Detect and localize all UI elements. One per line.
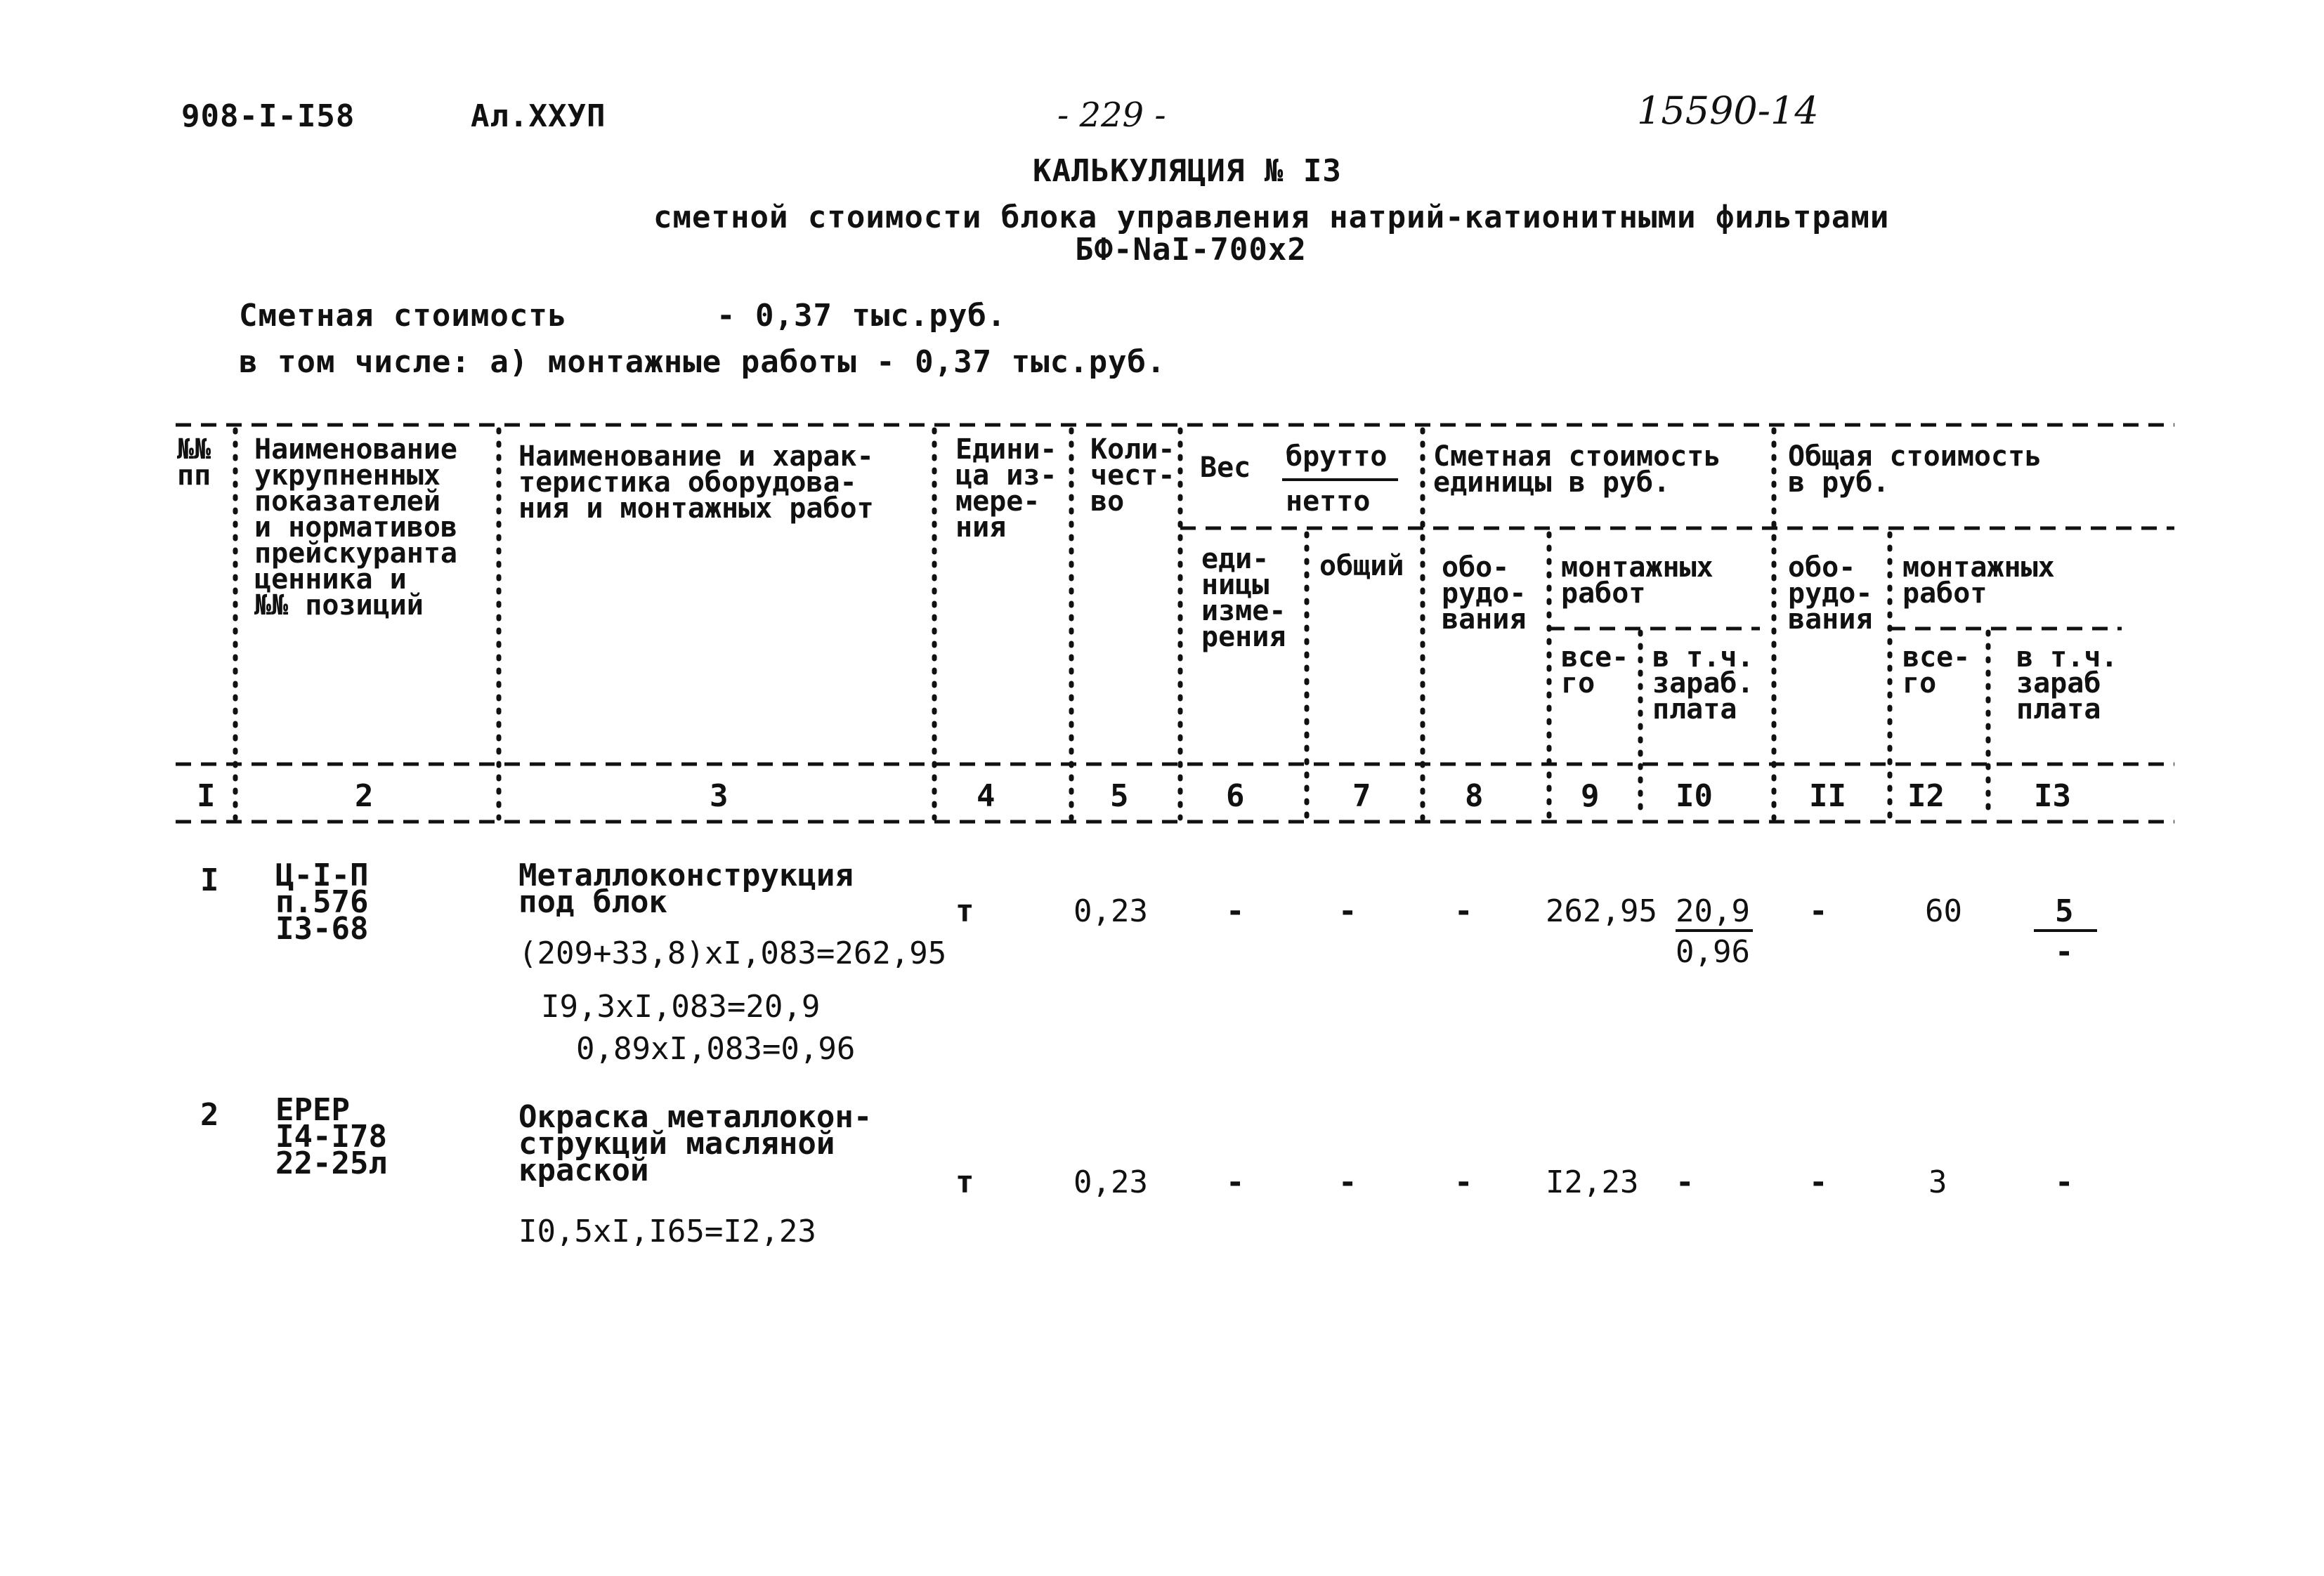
calculation-model: БФ-NaI-700x2 — [1075, 232, 1307, 268]
row-norm-code: Ц-I-П п.576 I3-68 — [275, 858, 369, 947]
row-weight-total: - — [1338, 893, 1357, 929]
header-unit-mount-wage: в т.ч. зараб. плата — [1652, 641, 1754, 725]
column-number: 7 — [1352, 778, 1371, 814]
column-number: I3 — [2034, 778, 2071, 814]
header-unit-mounting: монтажных работ — [1561, 551, 1713, 610]
header-total-mounting: монтажных работ — [1902, 551, 2055, 610]
document-code: 908-I-I58 — [181, 98, 355, 134]
column-number: 3 — [710, 778, 729, 814]
column-number: 2 — [355, 778, 374, 814]
row-calculation: I9,3xI,083=20,9 — [541, 989, 821, 1025]
row-calculation: (209+33,8)xI,083=262,95 — [518, 935, 947, 971]
row-total-equipment: - — [1809, 1164, 1828, 1200]
row-total-mounting: 3 — [1928, 1164, 1947, 1200]
calculation-subtitle: сметной стоимости блока управления натрий-катионитными фильтрами — [653, 199, 1890, 235]
column-number: II — [1809, 778, 1846, 814]
header-norm-codes: Наименование укрупненных показателей и нормативов прейскуранта ценника и №№ позиций — [254, 433, 457, 622]
row-total-wage: 5 — [2055, 893, 2074, 929]
header-weight-netto: нетто — [1286, 485, 1371, 518]
column-number: I0 — [1676, 778, 1713, 814]
row-number: 2 — [200, 1097, 219, 1133]
header-weight: Вес — [1200, 452, 1251, 484]
row-unit: т — [955, 893, 974, 929]
row-number: I — [200, 862, 219, 898]
column-number: I2 — [1907, 778, 1945, 814]
row-unit-mounting: 262,95 — [1546, 893, 1657, 929]
column-number: I — [197, 778, 216, 814]
column-number: 9 — [1581, 778, 1600, 814]
row-unit-equipment: - — [1454, 893, 1473, 929]
row-weight-total: - — [1338, 1164, 1357, 1200]
row-unit-wage: - — [1676, 1164, 1695, 1200]
header-total-mount-sum: все- го — [1902, 641, 1971, 700]
row-calculation: 0,89xI,083=0,96 — [576, 1031, 856, 1067]
row-weight-unit: - — [1226, 893, 1245, 929]
header-unit-mount-total: все- го — [1561, 641, 1629, 700]
row-work-name: Окраска металлокон- струкций масляной краской — [518, 1099, 873, 1188]
row-unit-wage-sub: 0,96 — [1676, 934, 1750, 970]
header-total-equipment: обо- рудо- вания — [1788, 551, 1873, 636]
header-work-name: Наименование и харак- теристика оборудова- ния и монтажных работ — [518, 440, 874, 525]
row-total-equipment: - — [1809, 893, 1828, 929]
row-quantity: 0,23 — [1073, 1164, 1148, 1200]
row-total-mounting: 60 — [1925, 893, 1962, 929]
row-norm-code: ЕРЕР I4-I78 22-25л — [275, 1092, 387, 1181]
header-row-number: №№ пп — [177, 433, 211, 492]
cost-label: Сметная стоимость — [239, 298, 568, 334]
row-total-wage-sub: - — [2055, 934, 2074, 970]
header-total-cost: Общая стоимость в руб. — [1788, 440, 2042, 499]
cost-breakdown: в том числе: а) монтажные работы - 0,37 тыс.руб. — [239, 344, 1166, 380]
album-number: Ал.XXУП — [471, 98, 606, 134]
column-number: 6 — [1226, 778, 1245, 814]
row-calculation: I0,5xI,I65=I2,23 — [518, 1214, 816, 1249]
header-weight-brutto: брутто — [1286, 440, 1388, 473]
column-number: 4 — [977, 778, 995, 814]
page-number: - 229 - — [1057, 96, 1166, 135]
row-total-wage: - — [2055, 1164, 2074, 1200]
row-unit-mounting: I2,23 — [1546, 1164, 1639, 1200]
header-weight-per-unit: еди- ницы изме- рения — [1201, 543, 1286, 653]
column-number: 5 — [1110, 778, 1129, 814]
calculation-title: КАЛЬКУЛЯЦИЯ № I3 — [1033, 153, 1342, 189]
header-unit: Едини- ца из- мере- ния — [955, 433, 1057, 544]
row-work-name: Металлоконструкция под блок — [518, 858, 854, 920]
header-quantity: Коли- чест- во — [1090, 433, 1175, 518]
row-quantity: 0,23 — [1073, 893, 1148, 929]
cost-value: - 0,37 тыс.руб. — [717, 298, 1007, 334]
row-unit-equipment: - — [1454, 1164, 1473, 1200]
header-unit-equipment: обо- рудо- вания — [1442, 551, 1527, 636]
handwritten-stamp: 15590-14 — [1637, 88, 1819, 133]
header-weight-total: общий — [1319, 550, 1404, 582]
header-total-mount-wage: в т.ч. зараб плата — [2016, 641, 2118, 725]
row-unit-wage: 20,9 — [1676, 893, 1750, 929]
header-unit-cost: Сметная стоимость единицы в руб. — [1433, 440, 1721, 499]
column-number: 8 — [1465, 778, 1484, 814]
row-weight-unit: - — [1226, 1164, 1245, 1200]
row-unit: т — [955, 1164, 974, 1200]
